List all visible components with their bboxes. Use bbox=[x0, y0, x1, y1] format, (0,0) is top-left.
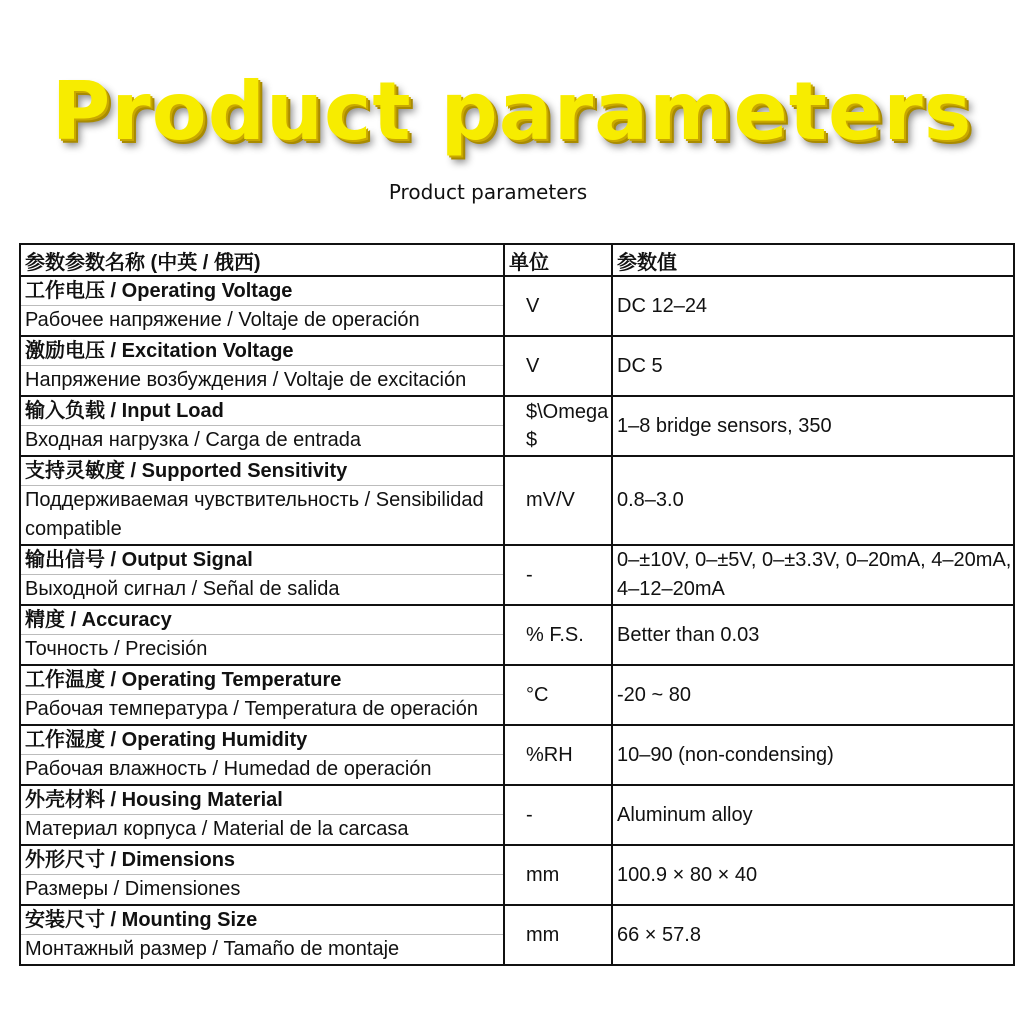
parameter-unit: mV/V bbox=[504, 456, 612, 545]
parameter-unit: V bbox=[504, 276, 612, 336]
parameter-unit: - bbox=[504, 545, 612, 605]
table-row bbox=[20, 336, 1014, 396]
parameter-value: DC 5 bbox=[612, 336, 1014, 396]
parameter-name-primary: 激励电压 / Excitation Voltage bbox=[21, 337, 503, 366]
parameter-name-cell bbox=[20, 396, 504, 456]
parameter-value: 0.8–3.0 bbox=[612, 456, 1014, 545]
parameter-name-primary: 外形尺寸 / Dimensions bbox=[21, 846, 503, 875]
parameter-value: 10–90 (non-condensing) bbox=[612, 725, 1014, 785]
header-unit: 单位 bbox=[504, 244, 612, 276]
parameter-name-translation: Выходной сигнал / Señal de salida bbox=[25, 578, 340, 600]
parameter-name-cell bbox=[20, 276, 504, 336]
table-row bbox=[20, 785, 1014, 845]
table-row bbox=[20, 396, 1014, 456]
table-row bbox=[20, 845, 1014, 905]
parameter-name-cell bbox=[20, 725, 504, 785]
header-value: 参数值 bbox=[612, 244, 1014, 276]
page-subtitle: Product parameters bbox=[388, 180, 588, 204]
parameter-unit: %RH bbox=[504, 725, 612, 785]
parameter-unit: mm bbox=[504, 905, 612, 965]
parameter-name-primary: 工作温度 / Operating Temperature bbox=[21, 666, 503, 695]
parameter-name-cell bbox=[20, 665, 504, 725]
parameter-value: 100.9 × 80 × 40 bbox=[612, 845, 1014, 905]
parameter-name-translation: Поддерживаемая чувствительность / Sensibilidad compatible bbox=[25, 489, 484, 540]
page-title: Product parameters bbox=[51, 65, 973, 158]
parameter-value: Better than 0.03 bbox=[612, 605, 1014, 665]
parameter-unit-text: $\Omega$ bbox=[526, 401, 609, 451]
parameter-unit: mm bbox=[504, 845, 612, 905]
parameter-name-translation: Монтажный размер / Tamaño de montaje bbox=[25, 938, 400, 960]
parameter-name-primary: 输出信号 / Output Signal bbox=[21, 546, 503, 575]
table-row bbox=[20, 725, 1014, 785]
parameter-name-primary: 精度 / Accuracy bbox=[21, 606, 503, 635]
table-header-row bbox=[20, 244, 1014, 276]
table-row bbox=[20, 665, 1014, 725]
parameter-value: DC 12–24 bbox=[612, 276, 1014, 336]
parameter-value: 66 × 57.8 bbox=[612, 905, 1014, 965]
parameter-value: Aluminum alloy bbox=[612, 785, 1014, 845]
parameter-unit: % F.S. bbox=[504, 605, 612, 665]
parameter-name-translation: Рабочая влажность / Humedad de operación bbox=[25, 758, 432, 780]
parameter-name-cell bbox=[20, 785, 504, 845]
parameter-unit bbox=[504, 396, 612, 456]
parameter-name-cell bbox=[20, 336, 504, 396]
parameter-name-translation: Входная нагрузка / Carga de entrada bbox=[25, 429, 361, 451]
parameter-name-primary: 输入负载 / Input Load bbox=[21, 397, 503, 426]
header-parameter-name: 参数参数名称 (中英 / 俄西) bbox=[20, 244, 504, 276]
parameter-name-translation: Рабочая температура / Temperatura de operación bbox=[25, 698, 478, 720]
parameter-value: 1–8 bridge sensors, 350 bbox=[612, 396, 1014, 456]
parameter-unit: V bbox=[504, 336, 612, 396]
table-row bbox=[20, 905, 1014, 965]
parameters-table bbox=[19, 243, 1015, 966]
parameter-value: 0–±10V, 0–±5V, 0–±3.3V, 0–20mA, 4–20mA, 4–12–20mA bbox=[612, 545, 1014, 605]
parameter-name-translation: Точность / Precisión bbox=[25, 638, 208, 660]
parameter-name-translation: Напряжение возбуждения / Voltaje de excitación bbox=[25, 369, 467, 391]
parameter-name-primary: 支持灵敏度 / Supported Sensitivity bbox=[21, 457, 503, 486]
parameter-name-translation: Размеры / Dimensiones bbox=[25, 878, 241, 900]
parameter-name-cell bbox=[20, 456, 504, 545]
parameter-name-cell bbox=[20, 845, 504, 905]
parameter-name-primary: 工作湿度 / Operating Humidity bbox=[21, 726, 503, 755]
parameter-value: -20 ~ 80 bbox=[612, 665, 1014, 725]
parameter-unit: - bbox=[504, 785, 612, 845]
parameter-name-translation: Материал корпуса / Material de la carcasa bbox=[25, 818, 409, 840]
parameter-name-primary: 工作电压 / Operating Voltage bbox=[21, 277, 503, 306]
parameter-name-cell bbox=[20, 605, 504, 665]
parameter-unit: °C bbox=[504, 665, 612, 725]
parameter-name-cell bbox=[20, 545, 504, 605]
table-row bbox=[20, 276, 1014, 336]
parameter-name-cell bbox=[20, 905, 504, 965]
table-row bbox=[20, 605, 1014, 665]
table-row bbox=[20, 456, 1014, 545]
parameter-name-primary: 安装尺寸 / Mounting Size bbox=[21, 906, 503, 935]
parameter-name-primary: 外壳材料 / Housing Material bbox=[21, 786, 503, 815]
table-row bbox=[20, 545, 1014, 605]
parameter-name-translation: Рабочее напряжение / Voltaje de operación bbox=[25, 309, 420, 331]
